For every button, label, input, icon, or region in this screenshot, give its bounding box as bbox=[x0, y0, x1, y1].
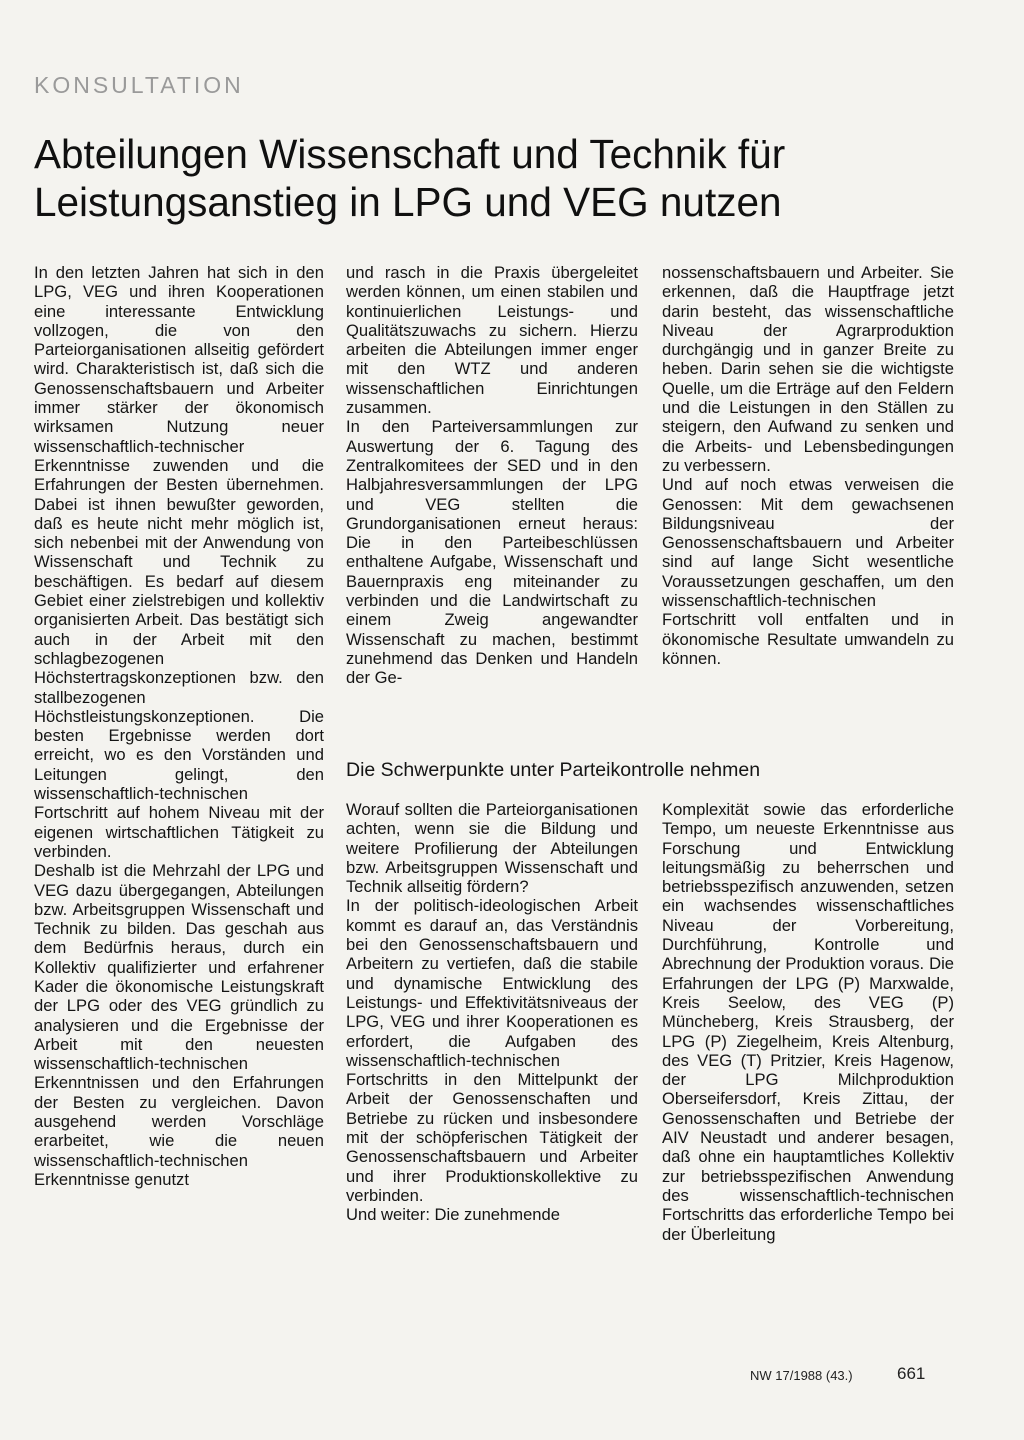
paragraph: Worauf sollten die Parteiorganisationen achten, wenn sie die Bildung und weitere Profilierung der Abteilungen bzw. Arbeitsgruppen Wissenschaft und Technik allseitig fördern? bbox=[346, 800, 638, 897]
paragraph: In der politisch-ideologischen Arbeit kommt es darauf an, das Verständnis bei den Genossenschaftsbauern und Arbeitern zu vertiefen, daß die stabile und dynamische Entwicklung des Leistungs- und Effektivitätsniveaus der LPG, VEG und ihrer Kooperationen es erfordert, die Aufgaben des wissenschaftlich-technischen Fortschritts in den Mittelpunkt der Arbeit der Genossenschaften und Betriebe zu rücken und insbesondere mit der schöpferischen Tätigkeit der Genossenschaftsbauern und Arbeiter und ihrer Produktionskollektive zu verbinden. bbox=[346, 896, 638, 1205]
paragraph: Und auf noch etwas verweisen die Genossen: Mit dem gewachsenen Bildungsniveau der Genossenschaftsbauern und Arbeiter sind auf lange Sicht wesentliche Voraussetzungen geschaffen, um den wissenschaftlich-technischen Fortschritt voll entfalten und in ökonomische Resultate umwandeln zu können. bbox=[662, 475, 954, 668]
page-title: Abteilungen Wissenschaft und Technik für Leistungsanstieg in LPG und VEG nutzen bbox=[34, 131, 786, 225]
section-column-2 bbox=[346, 800, 638, 1225]
paragraph: nossenschaftsbauern und Arbeiter. Sie erkennen, daß die Hauptfrage jetzt darin besteht, das wissenschaftliche Niveau der Agrarproduktion durchgängig und in ganzer Breite zu heben. Darin sehen sie die wichtigste Quelle, um die Erträge auf den Feldern und die Leistungen in den Ställen zu steigern, den Aufwand zu senken und die Arbeits- und Lebensbedingungen zu verbessern. bbox=[662, 263, 954, 475]
column-2 bbox=[346, 263, 638, 688]
paragraph: Deshalb ist die Mehrzahl der LPG und VEG dazu übergegangen, Abteilungen bzw. Arbeitsgruppen Wissenschaft und Technik zu bilden. Das geschah aus dem Bedürfnis heraus, durch ein Kollektiv qualifizierter und erfahrener Kader die ökonomische Leistungskraft der LPG oder des VEG gründlich zu analysieren und die Ergebnisse der Arbeit mit den neuesten wissenschaftlich-technischen Erkenntnissen und den Erfahrungen der Besten zu vergleichen. Davon ausgehend werden Vorschläge erarbeitet, wie die neuen wissenschaftlich-technischen Erkenntnisse genutzt bbox=[34, 861, 324, 1189]
paragraph: Und weiter: Die zunehmende bbox=[346, 1205, 560, 1225]
paragraph: In den letzten Jahren hat sich in den LPG, VEG und ihren Kooperationen eine interessante Entwicklung vollzogen, die von den Parteiorganisationen allseitig gefördert wird. Charakteristisch ist, daß sich die Genossenschaftsbauern und Arbeiter immer stärker der ökonomisch wirksamen Nutzung neuer wissenschaftlich-technischer Erkenntnisse zuwenden und die Erfahrungen der Besten übernehmen. Dabei ist ihnen bewußter geworden, daß es heute nicht mehr möglich ist, sich nebenbei mit der Anwendung von Wissenschaft und Technik zu beschäftigen. Es bedarf auf diesem Gebiet einer zielstrebigen und kollektiv organisierten Arbeit. Das bestätigt sich auch in der Arbeit mit den schlagbezogenen Höchstertragskonzeptionen bzw. den stallbezogenen Höchstleistungskonzeptionen. Die besten Ergebnisse werden dort erreicht, wo es den Vorständen und Leitungen gelingt, den wissenschaftlich-technischen Fortschritt auf hohem Niveau mit der eigenen wirtschaftlichen Tätigkeit zu verbinden. bbox=[34, 263, 324, 861]
section-subheading: Die Schwerpunkte unter Parteikontrolle nehmen bbox=[346, 759, 761, 781]
paragraph: und rasch in die Praxis übergeleitet werden können, um einen stabilen und kontinuierlichen Leistungs- und Qualitätszuwachs zu sichern. Hierzu arbeiten die Abteilungen immer enger mit den WTZ und anderen wissenschaftlichen Einrichtungen zusammen. bbox=[346, 263, 638, 418]
paragraph: In den Parteiversammlungen zur Auswertung der 6. Tagung des Zentralkomitees der SED und in den Halbjahresversammlungen der LPG und VEG stellten die Grundorganisationen erneut heraus: Die in den Parteibeschlüssen enthaltene Aufgabe, Wissenschaft und Bauernpraxis eng miteinander zu verbinden und die Landwirtschaft zu einem Zweig angewandter Wissenschaft zu machen, bestimmt zunehmend das Denken und Handeln der Ge- bbox=[346, 417, 638, 688]
column-1 bbox=[34, 263, 324, 1189]
page-number: 661 bbox=[897, 1364, 926, 1383]
section-kicker: KONSULTATION bbox=[34, 72, 244, 98]
section-column-3 bbox=[662, 800, 954, 1244]
issue-reference: NW 17/1988 (43.) bbox=[750, 1368, 853, 1383]
column-3 bbox=[662, 263, 954, 668]
paragraph: Komplexität sowie das erforderliche Tempo, um neueste Erkenntnisse aus Forschung und Entwicklung leitungsmäßig zu beherrschen und betriebsspezifisch anzuwenden, setzen ein wachsendes wissenschaftliches Niveau der Vorbereitung, Durchführung, Kontrolle und Abrechnung der Produktion voraus. Die Erfahrungen der LPG (P) Marxwalde, Kreis Seelow, des VEG (P) Müncheberg, Kreis Strausberg, der LPG (P) Ziegelheim, Kreis Altenburg, des VEG (T) Pritzier, Kreis Hagenow, der LPG Milchproduktion Oberseifersdorf, Kreis Zittau, der Genossenschaften und Betriebe der AIV Neustadt und anderer besagen, daß ohne ein hauptamtliches Kollektiv zur betriebsspezifischen Anwendung des wissenschaftlich-technischen Fortschritts das erforderliche Tempo bei der Überleitung bbox=[662, 800, 954, 1244]
